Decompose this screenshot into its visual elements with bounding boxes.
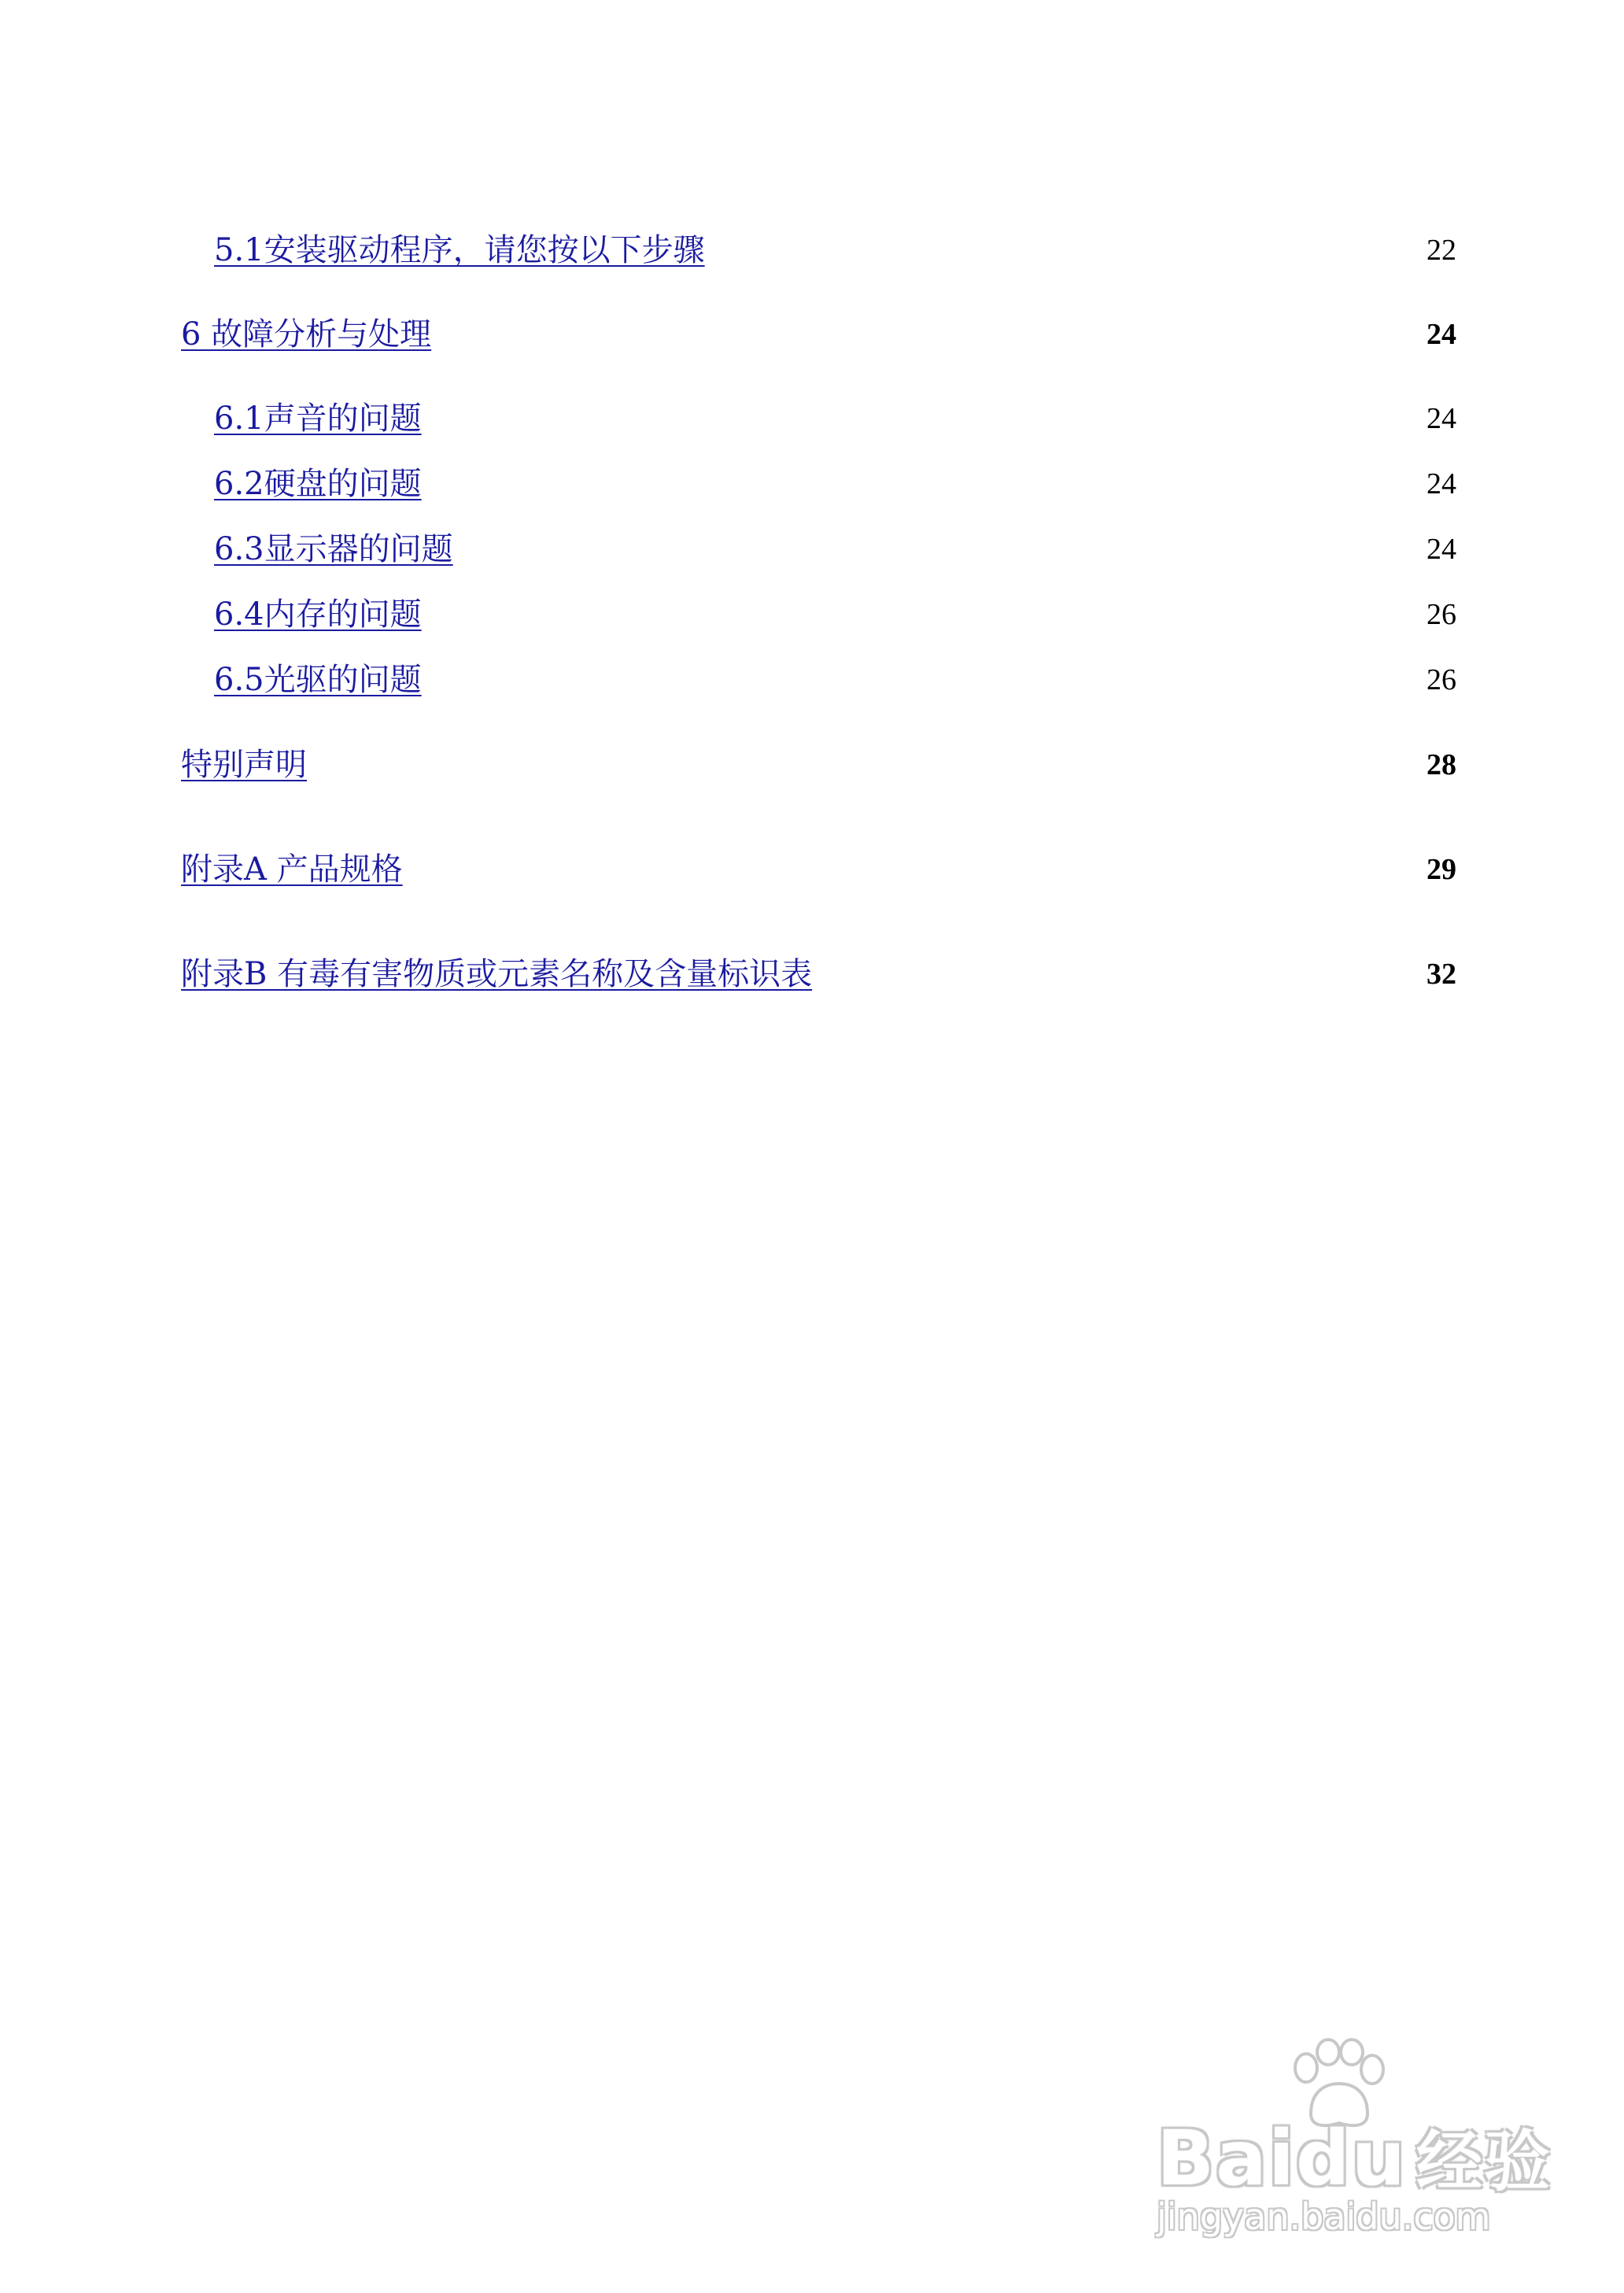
- watermark-logo: Baidu 经验: [1157, 2114, 1552, 2203]
- toc-link[interactable]: 6 故障分析与处理: [181, 316, 432, 353]
- toc-link[interactable]: 6.1声音的问题: [214, 401, 422, 437]
- table-of-contents: [0, 0, 1624, 1102]
- toc-page-number: 26: [1427, 598, 1456, 631]
- toc-link[interactable]: 特别声明: [181, 747, 307, 783]
- toc-link[interactable]: 附录A 产品规格: [181, 851, 403, 888]
- toc-entry-6-4: [0, 591, 1624, 638]
- toc-page-number: 29: [1427, 853, 1456, 886]
- toc-entry-6-3: [0, 526, 1624, 573]
- toc-link[interactable]: 6.4内存的问题: [214, 596, 422, 633]
- toc-page-number: 24: [1427, 402, 1456, 435]
- toc-entry-special-statement: [0, 741, 1624, 788]
- toc-entry-6: [0, 311, 1624, 358]
- toc-page-number: 24: [1427, 467, 1456, 500]
- toc-entry-5-1: [0, 227, 1624, 274]
- toc-link[interactable]: 6.5光驱的问题: [214, 662, 422, 698]
- toc-entry-6-2: [0, 460, 1624, 508]
- toc-page-number: 24: [1427, 318, 1456, 351]
- toc-entry-appendix-a: [0, 846, 1624, 893]
- toc-page-number: 24: [1427, 533, 1456, 566]
- toc-link[interactable]: 6.2硬盘的问题: [214, 466, 422, 502]
- toc-entry-appendix-b: [0, 951, 1624, 998]
- toc-page-number: 32: [1427, 958, 1456, 991]
- toc-entry-6-1: [0, 395, 1624, 442]
- toc-link[interactable]: 6.3显示器的问题: [214, 531, 453, 567]
- baidu-jingyan-watermark: [1157, 2038, 1566, 2243]
- toc-page-number: 26: [1427, 663, 1456, 696]
- watermark-url: jingyan.baidu.com: [1157, 2195, 1491, 2238]
- toc-link[interactable]: 5.1安装驱动程序，请您按以下步骤: [214, 232, 705, 268]
- toc-entry-6-5: [0, 656, 1624, 703]
- toc-page-number: 22: [1427, 234, 1456, 267]
- toc-page-number: 28: [1427, 748, 1456, 781]
- toc-link[interactable]: 附录B 有毒有害物质或元素名称及含量标识表: [181, 956, 813, 992]
